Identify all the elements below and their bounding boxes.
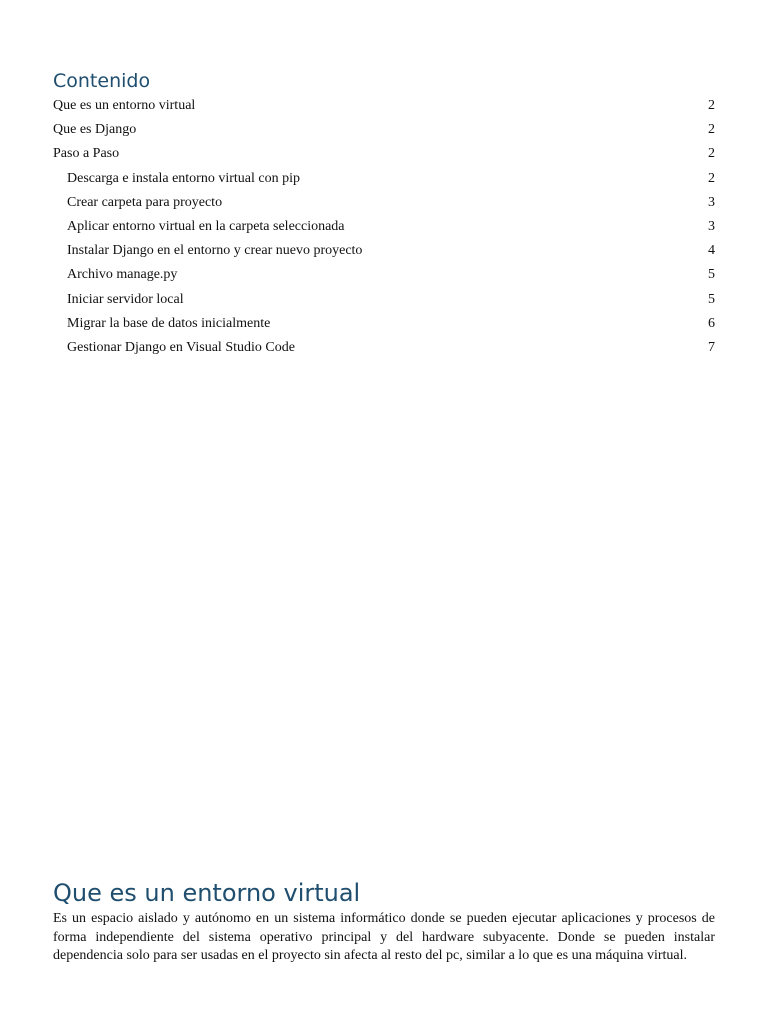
- toc-heading: Contenido: [53, 70, 151, 92]
- toc-entry-title: Que es Django: [53, 122, 137, 138]
- toc-entry-title: Descarga e instala entorno virtual con pip: [67, 170, 300, 186]
- toc-entry-page: 3: [708, 218, 715, 234]
- toc-entry[interactable]: [53, 215, 715, 239]
- toc-entry-title: Migrar la base de datos inicialmente: [67, 315, 271, 331]
- section-heading: Que es un entorno virtual: [53, 879, 361, 907]
- section-body: Es un espacio aislado y autónomo en un sistema informático donde se pueden ejecutar aplicaciones y procesos de forma independiente del sistema operativo principal y del hardware subyacente. Donde se pueden instalar dependencia solo para ser usadas en el proyecto sin afecta al resto del pc, similar a lo que es una máquina virtual.: [53, 911, 715, 963]
- toc-entry-page: 2: [708, 146, 715, 162]
- toc-entry-title: Iniciar servidor local: [67, 291, 184, 307]
- toc-entry-page: 5: [708, 291, 715, 307]
- toc-entry[interactable]: [53, 118, 715, 142]
- toc-entry[interactable]: [53, 263, 715, 287]
- toc-entry-page: 4: [708, 243, 715, 259]
- toc-entry-page: 5: [708, 267, 715, 283]
- toc-entry-title: Que es un entorno virtual: [53, 98, 196, 113]
- toc-entry[interactable]: [53, 142, 715, 166]
- toc-entry[interactable]: [53, 336, 715, 360]
- table-of-contents: [53, 68, 715, 360]
- toc-entry-title: Gestionar Django en Visual Studio Code: [67, 339, 295, 355]
- toc-entry-title: Archivo manage.py: [67, 267, 178, 283]
- toc-entry-page: 7: [708, 339, 715, 355]
- toc-entry-title: Crear carpeta para proyecto: [67, 194, 223, 210]
- toc-entry-page: 6: [708, 315, 715, 331]
- section-entorno-virtual: [53, 876, 715, 966]
- toc-entry-title: Instalar Django en el entorno y crear nuevo proyecto: [67, 243, 363, 259]
- toc-list: [53, 94, 715, 360]
- toc-entry[interactable]: [53, 94, 715, 118]
- toc-entry[interactable]: [53, 239, 715, 263]
- toc-entry-title: Aplicar entorno virtual en la carpeta seleccionada: [67, 218, 345, 234]
- toc-entry-page: 2: [708, 170, 715, 186]
- toc-entry[interactable]: [53, 167, 715, 191]
- toc-entry-page: 2: [708, 98, 715, 113]
- toc-entry[interactable]: [53, 191, 715, 215]
- toc-entry[interactable]: [53, 312, 715, 336]
- toc-entry-title: Paso a Paso: [53, 146, 120, 162]
- toc-entry-page: 3: [708, 194, 715, 210]
- toc-entry-page: 2: [708, 122, 715, 138]
- toc-entry[interactable]: [53, 288, 715, 312]
